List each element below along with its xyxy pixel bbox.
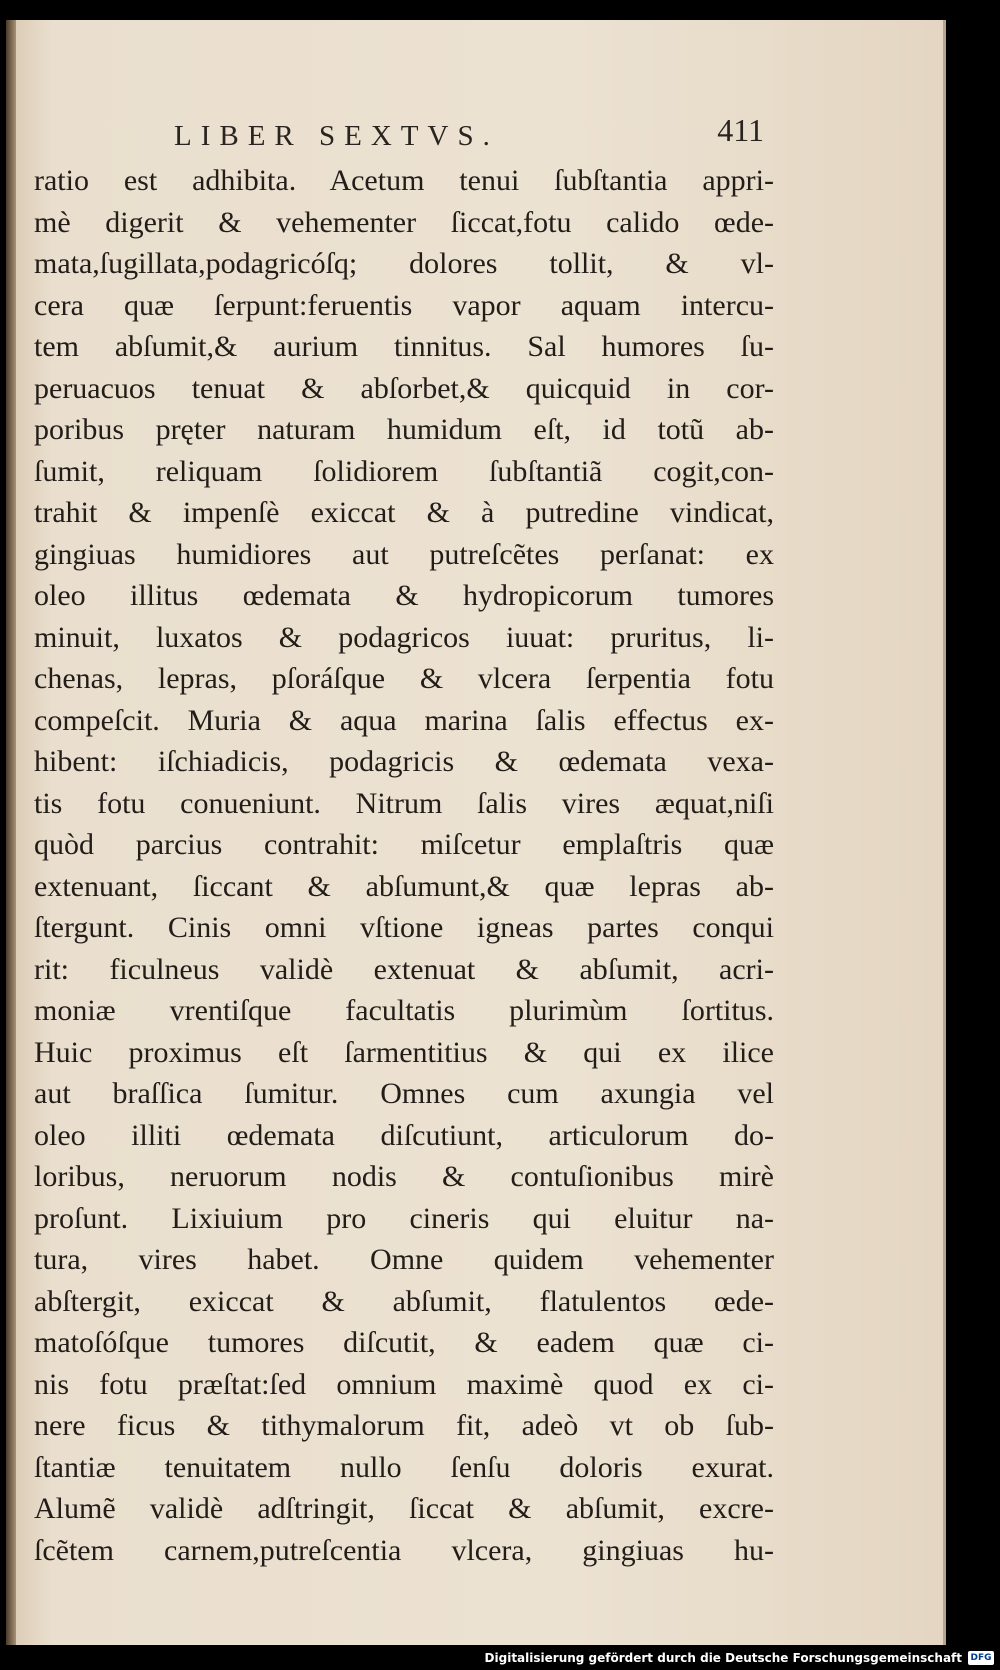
text-line: ratio est adhibita. Acetum tenui ſubſtantia appri- bbox=[34, 164, 774, 197]
text-line: mè digerit & vehementer ſiccat,fotu calido œde- bbox=[34, 205, 774, 239]
text-line: Alumẽ validè adſtringit, ſiccat & abſumit, excre- bbox=[34, 1492, 774, 1525]
text-line: aut braſſica ſumitur. Omnes cum axungia vel bbox=[34, 1077, 774, 1110]
text-line: ſtantiæ tenuitatem nullo ſenſu doloris exurat. bbox=[34, 1450, 774, 1484]
text-line: trahit & impenſè exiccat & à putredine vindicat, bbox=[34, 496, 774, 529]
text-line: quòd parcius contrahit: miſcetur emplaſtris quæ bbox=[34, 828, 774, 861]
text-line: chenas, lepras, pſoráſque & vlcera ſerpentia fotu bbox=[34, 662, 774, 695]
footer-bar bbox=[0, 1646, 1000, 1670]
page-header bbox=[174, 110, 764, 160]
text-line: loribus, neruorum nodis & contuſionibus mirè bbox=[34, 1160, 774, 1193]
text-line: minuit, luxatos & podagricos iuuat: pruritus, li- bbox=[34, 620, 774, 654]
funding-credit: Digitalisierung gefördert durch die Deutsche Forschungsgemeinschaft bbox=[484, 1651, 962, 1665]
text-line: tem abſumit,& aurium tinnitus. Sal humores ſu- bbox=[34, 330, 774, 363]
text-line: ſumit, reliquam ſolidiorem ſubſtantiã cogit,con- bbox=[34, 454, 774, 488]
text-line: hibent: iſchiadicis, podagricis & œdemata vexa- bbox=[34, 745, 774, 778]
text-line: Huic proximus eſt ſarmentitius & qui ex ilice bbox=[34, 1035, 774, 1069]
text-line: abſtergit, exiccat & abſumit, flatulentos œde- bbox=[34, 1284, 774, 1318]
text-line: oleo illiti œdemata diſcutiunt, articulorum do- bbox=[34, 1118, 774, 1152]
text-line: proſunt. Lixiuium pro cineris qui eluitur na- bbox=[34, 1201, 774, 1235]
text-line: mata,ſugillata,podagricóſq; dolores tollit, & vl- bbox=[34, 247, 774, 280]
body-text bbox=[34, 160, 774, 1571]
text-line: oleo illitus œdemata & hydropicorum tumores bbox=[34, 579, 774, 612]
text-line: nis fotu præſtat:ſed omnium maximè quod ex ci- bbox=[34, 1367, 774, 1401]
text-line: gingiuas humidiores aut putreſcẽtes perſanat: ex bbox=[34, 537, 774, 571]
text-line: rit: ficulneus validè extenuat & abſumit, acri- bbox=[34, 952, 774, 986]
text-line: matoſóſque tumores diſcutit, & eadem quæ ci- bbox=[34, 1326, 774, 1359]
page-number: 411 bbox=[717, 112, 764, 148]
text-line: moniæ vrentiſque facultatis plurimùm ſortitus. bbox=[34, 994, 774, 1027]
text-line: nere ficus & tithymalorum fit, adeò vt ob ſub- bbox=[34, 1409, 774, 1442]
text-line: compeſcit. Muria & aqua marina ſalis effectus ex- bbox=[34, 703, 774, 737]
text-line: ſtergunt. Cinis omni vſtione igneas partes conqui bbox=[34, 911, 774, 944]
dfg-logo: DFG bbox=[968, 1651, 994, 1665]
text-line: extenuant, ſiccant & abſumunt,& quæ lepras ab- bbox=[34, 869, 774, 903]
text-line: tis fotu conueniunt. Nitrum ſalis vires æquat,niſi bbox=[34, 786, 774, 820]
page-spine-shadow bbox=[6, 20, 16, 1645]
text-line: ſcẽtem carnem,putreſcentia vlcera, gingiuas hu- bbox=[34, 1533, 774, 1567]
text-line: cera quæ ſerpunt:feruentis vapor aquam intercu- bbox=[34, 288, 774, 322]
running-title: LIBER SEXTVS. bbox=[174, 120, 499, 152]
book-page bbox=[6, 20, 946, 1645]
text-line: poribus pręter naturam humidum eſt, id totũ ab- bbox=[34, 413, 774, 446]
text-line: tura, vires habet. Omne quidem vehementer bbox=[34, 1243, 774, 1276]
text-line: peruacuos tenuat & abſorbet,& quicquid in cor- bbox=[34, 371, 774, 405]
